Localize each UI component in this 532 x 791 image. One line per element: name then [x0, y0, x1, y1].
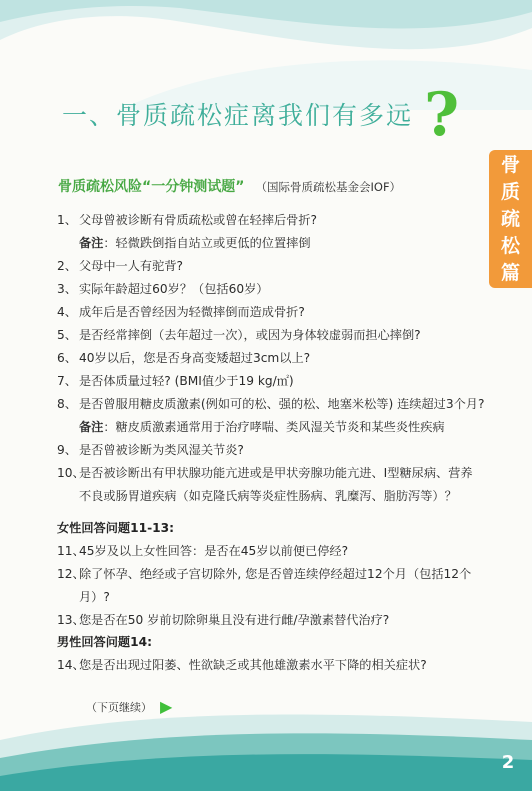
question-item: [57, 439, 497, 462]
side-tab-char: 疏: [500, 207, 520, 230]
question-number: 5、: [57, 328, 77, 342]
question-item: [57, 347, 497, 370]
women-section-heading: 女性回答问题11-13:: [57, 521, 174, 535]
question-text: 是否被诊断出有甲状腺功能亢进或是甲状旁腺功能亢进、I型糖尿病、营养: [79, 466, 473, 480]
side-tab-char: 篇: [500, 261, 520, 284]
question-mark-icon: ?: [424, 80, 460, 150]
question-item: [57, 370, 497, 393]
question-item: [57, 654, 497, 677]
question-number: 6、: [57, 351, 77, 365]
side-tab-char: 质: [500, 180, 520, 203]
question-item: [57, 324, 497, 347]
next-page-text: （下页继续）: [86, 700, 152, 714]
side-tab-char: 松: [500, 234, 520, 257]
subtitle-main: 骨质疏松风险“一分钟测试题”: [58, 179, 245, 195]
question-continuation: 不良或肠胃道疾病（如克隆氏病等炎症性肠病、乳糜泻、脂肪泻等）？: [79, 489, 457, 503]
men-section-heading: 男性回答问题14:: [57, 635, 152, 649]
question-number: 4、: [57, 305, 77, 319]
question-number: 1、: [57, 213, 77, 227]
question-item: [57, 209, 497, 232]
question-text: 40岁以后，您是否身高变矮超过3cm以上?: [79, 351, 311, 365]
question-text: 父母曾被诊断有骨质疏松或曾在轻摔后骨折?: [79, 213, 318, 227]
note-text: ：轻微跌倒指自站立或更低的位置摔倒: [103, 236, 311, 250]
subtitle-source: （国际骨质疏松基金会IOF）: [255, 180, 402, 194]
question-list: [57, 209, 497, 508]
question-item: [57, 278, 497, 301]
question-number: 14、: [57, 658, 85, 672]
side-tab-char: 骨: [500, 153, 520, 176]
question-number: 7、: [57, 374, 77, 388]
question-item: [57, 462, 497, 485]
note-label: 备注: [79, 236, 104, 250]
men-section: [57, 631, 497, 677]
page-title-area: [52, 80, 472, 150]
question-item: [57, 609, 497, 632]
question-text: 除了怀孕、绝经或子宫切除外, 您是否曾连续停经超过12个月（包括12个: [79, 567, 472, 581]
question-item: [57, 301, 497, 324]
next-page-hint: [86, 697, 172, 716]
question-text: 您是否在50 岁前切除卵巢且没有进行雌/孕激素替代治疗?: [79, 613, 390, 627]
question-number: 12、: [57, 567, 85, 581]
play-arrow-icon: ▶: [160, 697, 173, 716]
question-item: [57, 255, 497, 278]
page-title: 一、骨质疏松症离我们有多远: [62, 101, 414, 130]
question-note: [57, 232, 497, 255]
question-text: 45岁及以上女性回答：是否在45岁以前便已停经?: [79, 544, 349, 558]
question-text: 是否曾被诊断为类风湿关节炎?: [79, 443, 244, 457]
question-text: 是否曾服用糖皮质激素(例如可的松、强的松、地塞米松等) 连续超过3个月?: [79, 397, 485, 411]
subtitle: [58, 176, 478, 196]
question-number: 11、: [57, 544, 85, 558]
note-text: ：糖皮质激素通常用于治疗哮喘、类风湿关节炎和某些炎性疾病: [103, 420, 445, 434]
question-item: [57, 563, 497, 586]
question-number: 13、: [57, 613, 85, 627]
question-number: 8、: [57, 397, 77, 411]
question-text: 是否经常摔倒（去年超过一次），或因为身体较虚弱而担心摔倒?: [79, 328, 421, 342]
question-number: 9、: [57, 443, 77, 457]
question-number: 3、: [57, 282, 77, 296]
women-section: [57, 517, 497, 632]
question-text: 是否体质量过轻? (BMI值少于19 kg/㎡): [79, 374, 294, 388]
question-note: [57, 416, 497, 439]
question-text: 实际年龄超过60岁？（包括60岁）: [79, 282, 269, 296]
question-item: [57, 393, 497, 416]
question-number: 2、: [57, 259, 77, 273]
question-item: [57, 540, 497, 563]
question-text: 父母中一人有驼背?: [79, 259, 183, 273]
bottom-wave-decoration: [0, 700, 532, 791]
question-text: 成年后是否曾经因为轻微摔倒而造成骨折?: [79, 305, 305, 319]
question-continuation: 月）?: [79, 590, 110, 604]
page-number: 2: [501, 752, 515, 773]
question-number: 10、: [57, 466, 85, 480]
question-text: 您是否出现过阳萎、性欲缺乏或其他雄激素水平下降的相关症状?: [79, 658, 427, 672]
note-label: 备注: [79, 420, 104, 434]
